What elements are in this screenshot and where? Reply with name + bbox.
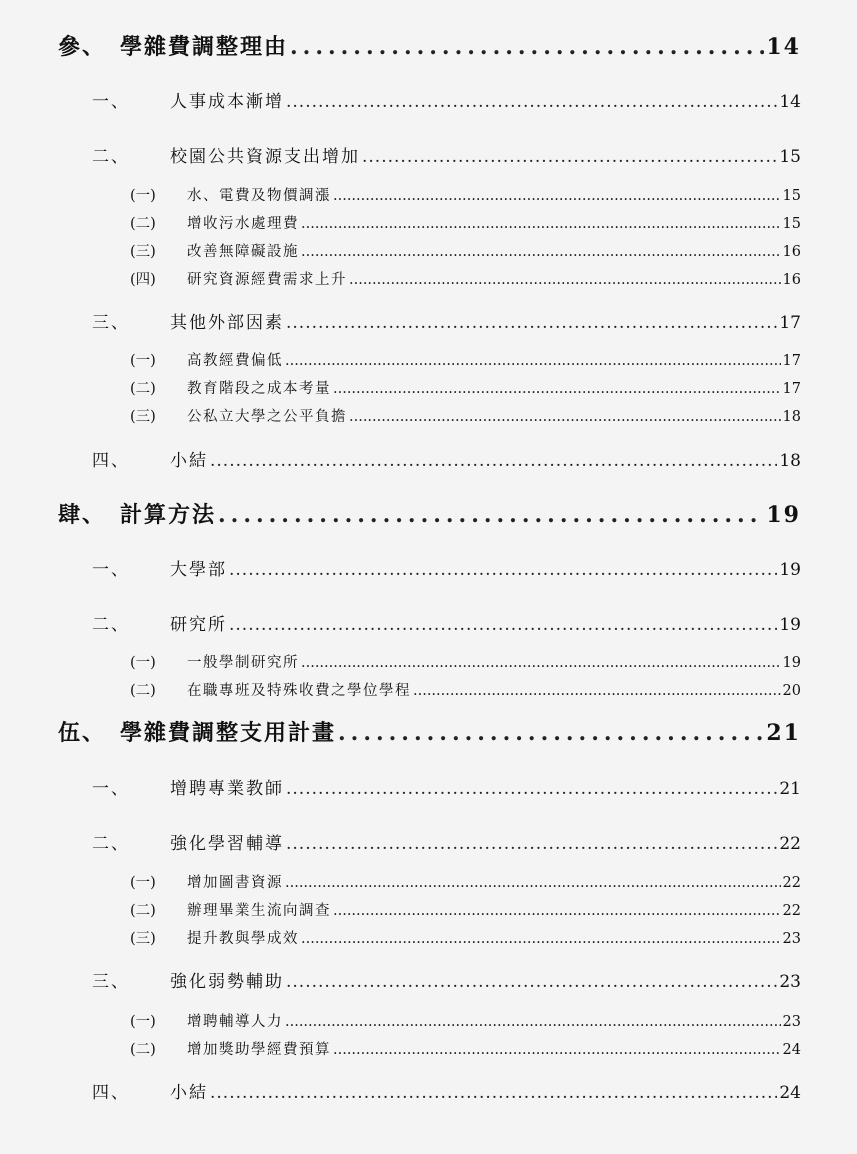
dot-leader — [229, 615, 777, 635]
dot-leader — [286, 779, 777, 799]
toc-entry-subsection[interactable] — [0, 268, 801, 289]
entry-page-number: 23 — [779, 972, 801, 992]
dot-leader — [285, 353, 781, 369]
entry-number: 二、 — [92, 147, 130, 167]
entry-number: 參、 — [58, 34, 107, 60]
entry-page-number: 20 — [782, 683, 801, 699]
entry-title: 研究所 — [170, 615, 227, 635]
entry-number: 肆、 — [58, 502, 107, 528]
dot-leader — [301, 655, 781, 671]
entry-page-number: 24 — [779, 1083, 801, 1103]
entry-title: 教育階段之成本考量 — [187, 381, 331, 397]
entry-title: 在職專班及特殊收費之學位學程 — [187, 683, 411, 699]
entry-title: 校園公共資源支出增加 — [170, 147, 360, 167]
entry-page-number: 14 — [766, 34, 801, 60]
entry-title: 人事成本漸增 — [170, 92, 284, 112]
entry-page-number: 18 — [779, 451, 801, 471]
toc-entry-subsection[interactable] — [0, 240, 801, 261]
entry-title: 大學部 — [170, 560, 227, 580]
entry-title: 增聘輔導人力 — [187, 1014, 283, 1030]
entry-title: 增加圖書資源 — [187, 875, 283, 891]
toc-entry-section[interactable] — [0, 1078, 801, 1103]
dot-leader — [301, 216, 781, 232]
toc-entry-subsection[interactable] — [0, 679, 801, 700]
entry-number: (四) — [130, 272, 156, 288]
toc-entry-chapter-5[interactable] — [0, 716, 801, 747]
dot-leader — [362, 147, 777, 167]
toc-entry-subsection[interactable] — [0, 377, 801, 398]
dot-leader — [349, 272, 781, 288]
entry-page-number: 24 — [782, 1042, 801, 1058]
toc-entry-section[interactable] — [0, 142, 801, 167]
toc-entry-subsection[interactable] — [0, 212, 801, 233]
entry-number: 二、 — [92, 834, 130, 854]
dot-leader — [210, 1083, 777, 1103]
entry-number: (一) — [130, 353, 156, 369]
entry-title: 學雜費調整支用計畫 — [120, 720, 337, 746]
toc-entry-subsection[interactable] — [0, 349, 801, 370]
entry-page-number: 18 — [782, 409, 801, 425]
toc-entry-subsection[interactable] — [0, 927, 801, 948]
entry-page-number: 21 — [779, 779, 801, 799]
entry-number: (一) — [130, 655, 156, 671]
entry-title: 水、電費及物價調漲 — [187, 188, 331, 204]
entry-page-number: 19 — [779, 560, 801, 580]
entry-number: 伍、 — [58, 720, 107, 746]
entry-page-number: 22 — [779, 834, 801, 854]
entry-number: (三) — [130, 244, 156, 260]
entry-number: (三) — [130, 931, 156, 947]
entry-number: (二) — [130, 216, 156, 232]
entry-title: 一般學制研究所 — [187, 655, 299, 671]
toc-entry-section[interactable] — [0, 555, 801, 580]
dot-leader — [338, 720, 764, 746]
dot-leader — [333, 1042, 781, 1058]
entry-number: 一、 — [92, 779, 130, 799]
entry-number: 一、 — [92, 92, 130, 112]
entry-page-number: 14 — [779, 92, 801, 112]
entry-title: 增收污水處理費 — [187, 216, 299, 232]
dot-leader — [333, 188, 781, 204]
dot-leader — [286, 972, 777, 992]
entry-number: (二) — [130, 1042, 156, 1058]
entry-number: (一) — [130, 188, 156, 204]
entry-page-number: 16 — [782, 272, 801, 288]
toc-entry-section[interactable] — [0, 308, 801, 333]
dot-leader — [333, 381, 781, 397]
entry-title: 小結 — [170, 451, 208, 471]
toc-entry-section[interactable] — [0, 774, 801, 799]
entry-number: (二) — [130, 381, 156, 397]
toc-entry-subsection[interactable] — [0, 1038, 801, 1059]
entry-number: (一) — [130, 1014, 156, 1030]
dot-leader — [210, 451, 777, 471]
entry-number: (二) — [130, 683, 156, 699]
toc-entry-subsection[interactable] — [0, 405, 801, 426]
entry-page-number: 15 — [782, 188, 801, 204]
entry-number: (二) — [130, 903, 156, 919]
entry-title: 辦理畢業生流向調查 — [187, 903, 331, 919]
entry-page-number: 17 — [782, 381, 801, 397]
entry-page-number: 22 — [782, 903, 801, 919]
toc-entry-chapter-4[interactable] — [0, 498, 801, 529]
toc-entry-chapter-3[interactable] — [0, 30, 801, 61]
toc-entry-subsection[interactable] — [0, 651, 801, 672]
toc-entry-section[interactable] — [0, 446, 801, 471]
toc-entry-subsection[interactable] — [0, 899, 801, 920]
entry-page-number: 22 — [782, 875, 801, 891]
entry-page-number: 16 — [782, 244, 801, 260]
toc-entry-section[interactable] — [0, 610, 801, 635]
entry-title: 高教經費偏低 — [187, 353, 283, 369]
entry-title: 計算方法 — [120, 502, 217, 528]
dot-leader — [286, 313, 777, 333]
toc-entry-subsection[interactable] — [0, 184, 801, 205]
toc-entry-section[interactable] — [0, 829, 801, 854]
entry-page-number: 23 — [782, 1014, 801, 1030]
entry-number: (一) — [130, 875, 156, 891]
entry-title: 增聘專業教師 — [170, 779, 284, 799]
entry-number: 四、 — [92, 1083, 130, 1103]
entry-title: 強化弱勢輔助 — [170, 972, 284, 992]
toc-entry-section[interactable] — [0, 967, 801, 992]
entry-page-number: 19 — [766, 502, 801, 528]
dot-leader — [286, 834, 777, 854]
entry-number: 二、 — [92, 615, 130, 635]
dot-leader — [285, 875, 781, 891]
entry-page-number: 19 — [779, 615, 801, 635]
entry-title: 研究資源經費需求上升 — [187, 272, 347, 288]
entry-number: 三、 — [92, 313, 130, 333]
dot-leader — [286, 92, 777, 112]
entry-title: 公私立大學之公平負擔 — [187, 409, 347, 425]
dot-leader — [413, 683, 781, 699]
toc-entry-subsection[interactable] — [0, 871, 801, 892]
entry-page-number: 23 — [782, 931, 801, 947]
dot-leader — [218, 502, 764, 528]
dot-leader — [229, 560, 777, 580]
entry-page-number: 17 — [779, 313, 801, 333]
dot-leader — [301, 244, 781, 260]
entry-title: 其他外部因素 — [170, 313, 284, 333]
toc-entry-subsection[interactable] — [0, 1010, 801, 1031]
entry-title: 增加獎助學經費預算 — [187, 1042, 331, 1058]
dot-leader — [290, 34, 764, 60]
entry-page-number: 21 — [766, 720, 801, 746]
entry-number: 四、 — [92, 451, 130, 471]
dot-leader — [301, 931, 781, 947]
entry-page-number: 17 — [782, 353, 801, 369]
entry-page-number: 15 — [782, 216, 801, 232]
entry-number: 三、 — [92, 972, 130, 992]
entry-title: 小結 — [170, 1083, 208, 1103]
entry-number: (三) — [130, 409, 156, 425]
entry-page-number: 15 — [779, 147, 801, 167]
entry-title: 學雜費調整理由 — [120, 34, 289, 60]
entry-page-number: 19 — [782, 655, 801, 671]
dot-leader — [349, 409, 781, 425]
dot-leader — [285, 1014, 781, 1030]
toc-entry-section[interactable] — [0, 87, 801, 112]
entry-number: 一、 — [92, 560, 130, 580]
dot-leader — [333, 903, 781, 919]
entry-title: 強化學習輔導 — [170, 834, 284, 854]
entry-title: 提升教與學成效 — [187, 931, 299, 947]
entry-title: 改善無障礙設施 — [187, 244, 299, 260]
